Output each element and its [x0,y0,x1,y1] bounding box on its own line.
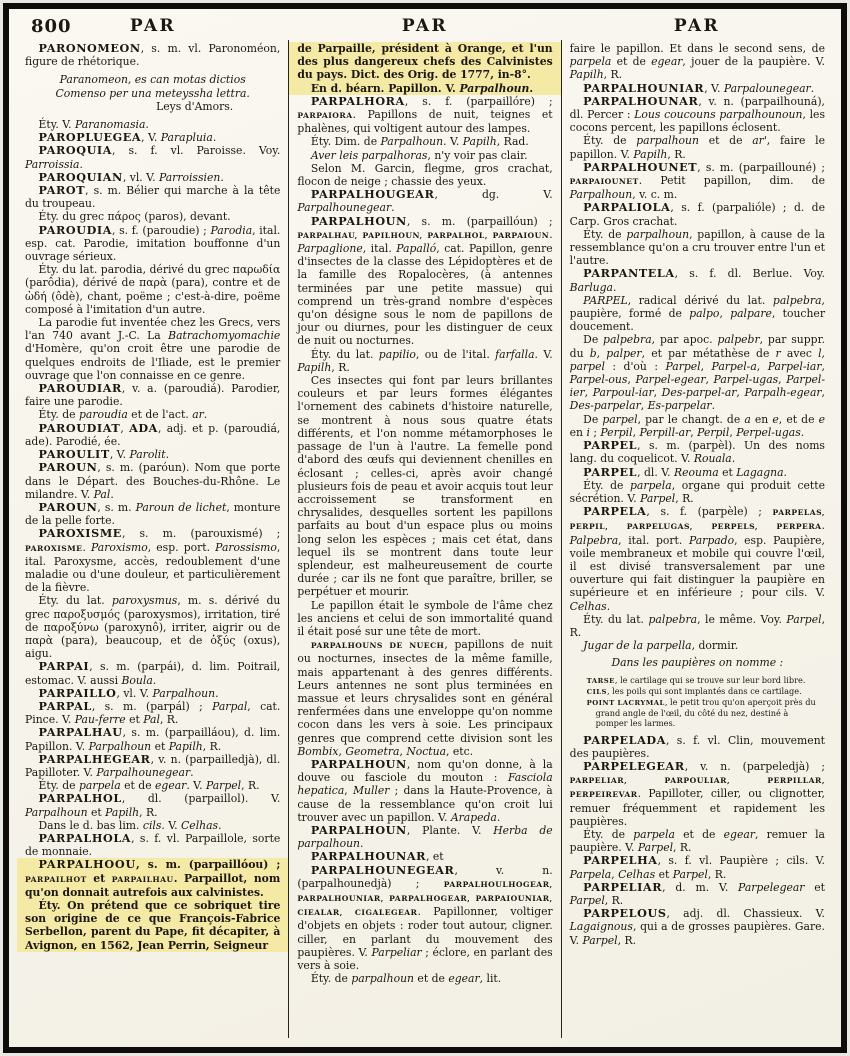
dictionary-paragraph: Paranomeon, es can motas dictios [59,73,246,87]
dictionary-paragraph: PAROXISME, s. m. (parouxismé) ; PAROXISME. Paroxismo, esp. port. Parossismo, ital. Paroxysme, accès, redoublement d'une maladie ou d'une douleur, et particulièrement de la fièvre. [25,526,281,595]
dictionary-paragraph: faire le papillon. Et dans le second sens, de parpela et de egear, jouer de la paupière. V. Papilh, R. [569,42,825,82]
dictionary-paragraph: PARPALHEGEAR, v. n. (parpailledjà), dl. Papilloter. V. Parpalhounegear. [25,751,281,779]
dictionary-paragraph: Éty. de parpela, organe qui produit cette sécrétion. V. Parpel, R. [569,478,825,505]
column-container [17,40,833,1038]
dictionary-paragraph: Dans le d. bas lim. cils. V. Celhas. [38,818,222,832]
dictionary-paragraph: Éty. V. Paranomasia. [38,118,149,132]
running-title-center: PAR [401,16,449,36]
dictionary-paragraph: Éty. du lat. palpebra, le même. Voy. Parpel, R. [569,612,825,639]
running-title-left: PAR [129,16,177,36]
dictionary-paragraph: PAROUDIA, s. f. (paroudie) ; Parodia, ital. esp. cat. Parodie, imitation bouffonne d'un ouvrage sérieux. [25,222,281,264]
dictionary-paragraph: PARPALHOUNS DE NUECH, papillons de nuit ou nocturnes, insectes de la même famille, mais appartenant à des genres différents. Leurs antennes ne sont plus terminées en massue et leurs chrysalides sont en général renfermées dans une enveloppe qu'on nomme cocon dans les vers à soie. Les principaux genres que comprend cette division sont les Bombix, Geometra, Noctua, etc. [297,638,553,758]
dictionary-paragraph: Éty. du lat. papilio, ou de l'ital. farfalla. V. Papilh, R. [297,347,553,374]
dictionary-paragraph: Le papillon était le symbole de l'âme chez les anciens et celui de son immortalité quand il était posé sur une tête de mort. [297,598,553,638]
dictionary-paragraph: PARPEL, radical dérivé du lat. palpebra, paupière, formé de palpo, palpare, toucher doucement. [569,293,825,334]
dictionary-paragraph: PAROUN, s. m. (paróun). Nom que porte dans le Départ. des Bouches-du-Rhône. Le milandre. V. Pal. [25,460,281,501]
dictionary-paragraph: PARPELADA, s. f. vl. Clin, mouvement des paupières. [569,732,825,760]
dictionary-paragraph: CILS, les poils qui sont implantés dans ce cartilage. [586,685,802,696]
dictionary-paragraph: Éty. de parpela et de egear, remuer la paupière. V. Parpel, R. [569,827,825,855]
dictionary-paragraph: PARPELHA, s. f. vl. Paupière ; cils. V. Parpela, Celhas et Parpel, R. [569,853,825,881]
dictionary-paragraph: PARPAILLO, vl. V. Parpalhoun. [38,685,219,700]
column-right [561,40,833,1038]
dictionary-paragraph: Aver leis parpalhoras, n'y voir pas clair. [310,148,528,162]
dictionary-paragraph: Éty. de paroudia et de l'act. ar. [38,408,208,422]
dictionary-paragraph: PARPALHOL, dl. (parpaillol). V. Parpalhoun et Papilh, R. [25,791,281,819]
dictionary-paragraph: PARPALHOUNEGEAR, v. n. (parpalhounedjà) ; PARPALHOULHOGEAR, PARPALHOUNIAR, PARPALHOGEAR, PARPAIOUNIAR, CIEALAR, CIGALEGEAR. Papillonner, voltiger d'objets en objets : roder tout autour, cligner. ciller, en parlant du mouvement des paupières. V. Parpeliar ; éclore, en parlant des vers à soie. [297,862,553,973]
dictionary-paragraph: PARPALHOUN, s. m. (parpaillóun) ; PARPALHAU, PAPILHOUN, PARPALHOL, PARPAIOUN. Parpaglione, ital. Papalló, cat. Papillon, genre d'insectes de la classe des Lépidoptères et de la famille des Ropalocères, (à antennes terminées par une petite massue) qui comprend un très-grand nombre d'espèces qu'on désigne sous le nom de papillons de jour ou diurnes, pour les distinguer de ceux de nuit ou nocturnes. [297,213,553,348]
highlighted-entry-parpalhoou: PARPALHOOU, s. m. (parpaillóou) ; PARPAILHOT et PARPAILHAU. Parpaillot, nom qu'on donnait autrefois aux calvinistes. [17,858,288,899]
column-left [17,40,288,1038]
dictionary-paragraph: Éty. Dim. de Parpalhoun. V. Papilh, Rad. [310,135,529,149]
dictionary-paragraph: Éty. de parpela et de egear. V. Parpel, R. [38,779,260,793]
dictionary-paragraph: PARPELEGEAR, v. n. (parpeledjà) ; PARPELIAR, PARPOULIAR, PERPILLAR, PERPEIREVAR. Papilloter, ciller, ou clignotter, remuer fréquemment et rapidement les paupières. [569,758,825,828]
running-title-right: PAR [673,16,721,36]
highlighted-etymology: Éty. On prétend que ce sobriquet tire son origine de ce que François-Fabrice Serbellon, parent du Pape, fit décapiter, à Avignon, en 1562, Jean Perrin, Seigneur [17,899,288,952]
dictionary-paragraph: En d. béarn. Papillon. V. Parpalhoun. [289,82,560,95]
page-header [17,14,833,40]
dictionary-paragraph: Éty. du grec πάρος (paros), devant. [38,210,231,224]
dictionary-paragraph: PARPALHOLA, s. f. vl. Parpaillole, sorte de monnaie. [25,830,281,859]
dictionary-paragraph: TARSE, le cartilage qui se trouve sur leur bord libre. [586,674,806,685]
dictionary-paragraph: PAROUDIAT, ADA, adj. et p. (paroudiá, ade). Parodié, ée. [25,420,281,448]
dictionary-paragraph: Ces insectes qui font par leurs brillantes couleurs et par leurs formes élégantes l'ornement des cabinets d'histoire naturelle, se montrent à nous sous quatre états différents, et l'on nomme métamorphoses le passage de l'un à l'autre. La femelle pond d'abord des œufs qui deviennent chenilles en éclosant ; celles-ci, après avoir changé plusieurs fois de peau et avoir acquis tout leur accroissement se transforment en chrysalides, desquelles sortent les papillons parfaits au bout d'un espace plus ou moins long selon les espèces ; mais cet état, dans lequel ils se montrent dans toute leur splendeur, est malheureusement de courte durée ; car ils ne font que paraître, briller, se perpétuer et mourir. [297,374,553,599]
dictionary-paragraph: PARPALHOUNAR, et [310,849,444,864]
dictionary-paragraph: Éty. de parpalhoun et de egear, lit. [310,972,502,986]
dictionary-paragraph: PARPALHOUN, Plante. V. Herba de parpalhoun. [297,822,553,851]
dictionary-paragraph: Éty. du lat. parodia, dérivé du grec παρωδία (parôdia), dérivé de παρὰ (para), contre et de ὠδή (ôdè), chant, poëme ; c'est-à-dire, poëme composé à l'imitation d'un autre. [25,263,281,316]
dictionary-paragraph: PARPALHOUNIAR, V. Parpalounegear. [583,80,815,95]
dictionary-paragraph: PARPALHAU, s. m. (parpailláou), d. lim. Papillon. V. Parpalhoun et Papilh, R. [25,725,281,753]
dictionary-paragraph: PAROQUIA, s. f. vl. Paroisse. Voy. Parroissia. [25,143,281,171]
dictionary-paragraph: PAROPLUEGEA, V. Parapluia. [38,130,217,145]
scanned-dictionary-page [3,3,847,1053]
dictionary-paragraph: PAROQUIAN, vl. V. Parroissien. [38,169,224,184]
dictionary-paragraph: PARPANTELA, s. f. dl. Berlue. Voy. Barluga. [569,266,825,294]
dictionary-paragraph: PARPALHOUNAR, v. n. (parpailhouná), dl. Percer : Lous coucouns parpalhounoun, les cocons percent, les papillons éclosent. [569,93,825,135]
dictionary-paragraph: PARPELIAR, d. m. V. Parpelegear et Parpel, R. [569,879,825,907]
dictionary-paragraph: Éty. du lat. paroxysmus, m. s. dérivé du grec παροξυσμός (paroxysmos), irritation, tiré de παροξύνω (paroxynô), irriter, aigrir ou de παρὰ (para), beaucoup, et de ὀξύς (oxus), aigu. [25,594,281,661]
dictionary-paragraph: PAROUN, s. m. Paroun de lichet, monture de la pelle forte. [25,499,281,528]
dictionary-paragraph: PARPALIOLA, s. f. (parpalióle) ; d. de Carp. Gros crachat. [569,200,825,228]
dictionary-paragraph: PAROULIT, V. Parolit. [38,447,170,462]
running-titles [17,14,833,40]
dictionary-paragraph: PARONOMEON, s. m. vl. Paronoméon, figure de rhétorique. [25,41,281,69]
dictionary-paragraph: PARPALHOUN, nom qu'on donne, à la douve ou fasciole du mouton : Fasciola hepatica, Muller ; dans la Haute-Provence, à cause de la ressemblance qu'on croit lui trouver avec un papillon. V. Arapeda. [297,756,553,824]
page-number: 800 [31,16,72,37]
dictionary-paragraph: Dans les paupières on nomme : [611,656,784,670]
dictionary-paragraph: PARPELA, s. f. (parpèle) ; PARPELAS, PERPIL, PARPELUGAS, PERPELS, PERPERA. Palpebra, ital. port. Parpado, esp. Paupière, voile membraneux et mobile qui couvre l'œil, il est divisé transversalement par une ouverture qui fait distinguer la paupière en supérieure et en inférieure ; pour cils. V. Celhas. [569,504,825,613]
dictionary-paragraph: Comenso per una meteyssha lettra. [55,86,250,100]
dictionary-paragraph: Éty. de parpalhoun et de ar', faire le papillon. V. Papilh, R. [569,134,825,161]
dictionary-paragraph: Leys d'Amors. [156,99,234,113]
dictionary-paragraph: De palpebra, par apoc. palpebr, par suppr. du b, palper, et par métathèse de r avec l, parpel : d'où : Parpel, Parpel-a, Parpel-iar, Parpel-ous, Parpel-egear, Parpel-ugas, Parpel-ier, Parpoul-iar, Des-parpel-ar, Parpalh-egear, Des-parpelar, Es-parpelar. [569,333,825,413]
dictionary-paragraph: La parodie fut inventée chez les Grecs, vers l'an 740 avant J.-C. La Batrachomyomachie d'Homère, qu'on croit être une parodie de quelques endroits de l'Iliade, est le premier ouvrage que l'on connaisse en ce genre. [25,316,281,382]
dictionary-paragraph: Selon M. Garcin, flegme, gros crachat, flocon de neige ; chassie des yeux. [297,161,553,189]
dictionary-paragraph: PARPEL, s. m. (parpèl). Un des noms lang. du coquelicot. V. Rouala. [569,438,825,466]
dictionary-paragraph: PARPELOUS, adj. dl. Chassieux. V. Lagaignous, qui a de grosses paupières. Gare. V. Parpel, R. [569,906,825,947]
dictionary-paragraph: PARPALHORA, s. f. (parpaillóre) ; PARPAIORA. Papillons de nuit, teignes et phalènes, qui voltigent autour des lampes. [297,93,553,136]
dictionary-paragraph: PAROUDIAR, v. a. (paroudiá). Parodier, faire une parodie. [25,381,281,409]
dictionary-paragraph: Éty. de parpalhoun, papillon, à cause de la ressemblance qu'on a cru trouver entre l'un et l'autre. [569,227,825,268]
dictionary-paragraph: PARPAI, s. m. (parpái), d. lim. Poitrail, estomac. V. aussi Boula. [25,659,281,687]
highlighted-continuation: de Parpaille, président à Orange, et l'un des plus dangereux chefs des Calvinistes du pays. Dict. des Orig. de 1777, in-8°. [289,42,560,82]
dictionary-paragraph: PARPALHOUGEAR, dg. V. Parpalhounegear. [297,187,553,215]
dictionary-paragraph: PARPEL, dl. V. Reouma et Lagagna. [583,464,787,479]
dictionary-paragraph: PARPAL, s. m. (parpál) ; Parpal, cat. Pince. V. Pau-ferre et Pal, R. [25,698,281,727]
dictionary-paragraph: PARPALHOUNET, s. m. (parpaillouné) ; PARPAIOUNET. Petit papillon, dim. de Parpalhoun, v. c. m. [569,159,825,202]
dictionary-paragraph: POINT LACRYMAL, le petit trou qu'on aperçoit près du grand angle de l'œil, du côté du nez, destiné à pomper les larmes. [586,696,816,729]
dictionary-paragraph: PAROT, s. m. Bélier qui marche à la tête du troupeau. [25,183,281,211]
dictionary-paragraph: Jugar de la parpella, dormir. [583,639,739,653]
dictionary-paragraph: De parpel, par le changt. de a en e, et de e en i ; Perpil, Perpill-ar, Perpil, Perpel-ugas. [569,412,825,439]
column-center [288,40,560,1038]
